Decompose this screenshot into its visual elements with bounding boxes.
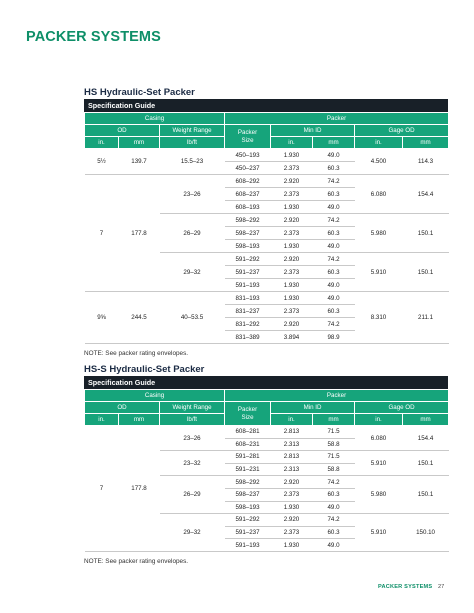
weight-range-header: Weight Range xyxy=(160,125,225,137)
od-in-cell: 9⅝ xyxy=(85,292,119,344)
minid-mm-cell: 60.3 xyxy=(313,188,355,201)
unit-in-header: in. xyxy=(271,137,313,149)
hss-note: NOTE: See packer rating envelopes. xyxy=(84,557,189,565)
minid-in-cell: 2.920 xyxy=(271,514,313,527)
page-title: PACKER SYSTEMS xyxy=(26,29,161,45)
minid-mm-cell: 58.8 xyxy=(313,438,355,451)
minid-mm-cell: 49.0 xyxy=(313,149,355,162)
gage-in-cell: 6.080 xyxy=(355,175,403,214)
packer-size-line1: Packer xyxy=(237,129,258,137)
minid-in-cell: 1.930 xyxy=(271,201,313,214)
size-cell: 591–231 xyxy=(225,463,271,476)
minid-mm-cell: 49.0 xyxy=(313,292,355,305)
table-row xyxy=(85,149,449,162)
gage-od-header: Gage OD xyxy=(355,125,449,137)
gage-mm-cell: 150.1 xyxy=(403,214,449,253)
size-cell: 608–281 xyxy=(225,426,271,439)
hss-section xyxy=(84,364,448,565)
size-cell: 591–237 xyxy=(225,266,271,279)
gage-in-cell: 5.910 xyxy=(355,514,403,552)
packer-size-line1: Packer xyxy=(237,406,258,414)
minid-in-cell: 1.930 xyxy=(271,501,313,514)
hs-section xyxy=(84,87,448,357)
gage-in-cell: 5.980 xyxy=(355,214,403,253)
minid-mm-cell: 49.0 xyxy=(313,501,355,514)
od-header: OD xyxy=(85,125,160,137)
gage-in-cell: 4.500 xyxy=(355,149,403,175)
unit-mm-header: mm xyxy=(403,414,449,426)
weight-cell: 23–32 xyxy=(160,451,225,476)
od-in-cell: 7 xyxy=(85,175,119,292)
size-cell: 598–237 xyxy=(225,488,271,501)
minid-mm-cell: 74.2 xyxy=(313,175,355,188)
unit-in-header: in. xyxy=(85,137,119,149)
gage-od-header: Gage OD xyxy=(355,402,449,414)
hs-section-title: HS Hydraulic-Set Packer xyxy=(84,87,195,98)
packer-size-header xyxy=(225,125,271,149)
minid-in-cell: 1.930 xyxy=(271,240,313,253)
minid-mm-cell: 60.3 xyxy=(313,162,355,175)
minid-in-cell: 2.920 xyxy=(271,476,313,489)
size-cell: 450–193 xyxy=(225,149,271,162)
minid-mm-cell: 71.5 xyxy=(313,451,355,464)
minid-in-cell: 3.894 xyxy=(271,331,313,344)
hs-spec-guide-bar: Specification Guide xyxy=(84,99,448,112)
minid-in-cell: 1.930 xyxy=(271,279,313,292)
weight-cell: 15.5–23 xyxy=(160,149,225,175)
packer-size-line2: Size xyxy=(241,413,254,421)
size-cell: 598–193 xyxy=(225,240,271,253)
minid-mm-cell: 49.0 xyxy=(313,201,355,214)
gage-mm-cell: 211.1 xyxy=(403,292,449,344)
unit-mm-header: mm xyxy=(313,137,355,149)
minid-in-cell: 2.920 xyxy=(271,175,313,188)
size-cell: 831–292 xyxy=(225,318,271,331)
size-cell: 608–231 xyxy=(225,438,271,451)
minid-in-cell: 2.373 xyxy=(271,162,313,175)
minid-in-cell: 2.813 xyxy=(271,451,313,464)
minid-mm-cell: 49.0 xyxy=(313,279,355,292)
od-mm-cell: 244.5 xyxy=(119,292,160,344)
size-cell: 608–193 xyxy=(225,201,271,214)
table-row xyxy=(85,426,449,439)
minid-mm-cell: 71.5 xyxy=(313,426,355,439)
size-cell: 831–237 xyxy=(225,305,271,318)
table-row xyxy=(85,175,449,188)
minid-mm-cell: 60.3 xyxy=(313,488,355,501)
minid-in-cell: 2.920 xyxy=(271,253,313,266)
gage-in-cell: 6.080 xyxy=(355,426,403,451)
size-cell: 591–292 xyxy=(225,514,271,527)
gage-in-cell: 5.910 xyxy=(355,253,403,292)
minid-in-cell: 1.930 xyxy=(271,149,313,162)
minid-in-cell: 2.920 xyxy=(271,214,313,227)
unit-mm-header: mm xyxy=(313,414,355,426)
weight-cell: 40–53.5 xyxy=(160,292,225,344)
minid-in-cell: 2.373 xyxy=(271,188,313,201)
size-cell: 831–193 xyxy=(225,292,271,305)
od-header: OD xyxy=(85,402,160,414)
minid-in-cell: 2.813 xyxy=(271,426,313,439)
weight-cell: 29–32 xyxy=(160,514,225,552)
minid-mm-cell: 60.3 xyxy=(313,305,355,318)
size-cell: 598–193 xyxy=(225,501,271,514)
minid-in-cell: 2.373 xyxy=(271,305,313,318)
size-cell: 598–292 xyxy=(225,214,271,227)
weight-cell: 23–26 xyxy=(160,175,225,214)
gage-mm-cell: 114.3 xyxy=(403,149,449,175)
casing-header: Casing xyxy=(85,390,225,402)
size-cell: 831–389 xyxy=(225,331,271,344)
minid-mm-cell: 60.3 xyxy=(313,526,355,539)
gage-mm-cell: 150.1 xyxy=(403,451,449,476)
minid-in-cell: 1.930 xyxy=(271,539,313,552)
minid-mm-cell: 74.2 xyxy=(313,318,355,331)
weight-cell: 26–29 xyxy=(160,214,225,253)
size-cell: 591–292 xyxy=(225,253,271,266)
size-cell: 608–237 xyxy=(225,188,271,201)
hss-spec-table xyxy=(84,389,449,552)
packer-header: Packer xyxy=(225,390,449,402)
minid-in-cell: 2.373 xyxy=(271,526,313,539)
footer-label: PACKER SYSTEMS xyxy=(378,584,433,590)
minid-in-cell: 2.373 xyxy=(271,488,313,501)
packer-header: Packer xyxy=(225,113,449,125)
gage-mm-cell: 150.10 xyxy=(403,514,449,552)
unit-lbft-header: lb/ft xyxy=(160,137,225,149)
size-cell: 591–193 xyxy=(225,279,271,292)
minid-in-cell: 2.920 xyxy=(271,318,313,331)
minid-mm-cell: 49.0 xyxy=(313,240,355,253)
gage-in-cell: 8.310 xyxy=(355,292,403,344)
unit-in-header: in. xyxy=(85,414,119,426)
od-mm-cell: 177.8 xyxy=(119,426,160,552)
minid-mm-cell: 60.3 xyxy=(313,227,355,240)
weight-cell: 29–32 xyxy=(160,253,225,292)
od-mm-cell: 139.7 xyxy=(119,149,160,175)
table-row xyxy=(85,292,449,305)
gage-mm-cell: 150.1 xyxy=(403,476,449,514)
od-mm-cell: 177.8 xyxy=(119,175,160,292)
page-number: 27 xyxy=(438,584,445,590)
unit-in-header: in. xyxy=(355,137,403,149)
minid-mm-cell: 49.0 xyxy=(313,539,355,552)
minid-mm-cell: 74.2 xyxy=(313,476,355,489)
size-cell: 608–292 xyxy=(225,175,271,188)
minid-mm-cell: 60.3 xyxy=(313,266,355,279)
hs-spec-table xyxy=(84,112,449,344)
minid-mm-cell: 98.9 xyxy=(313,331,355,344)
size-cell: 591–193 xyxy=(225,539,271,552)
minid-in-cell: 2.373 xyxy=(271,266,313,279)
gage-mm-cell: 150.1 xyxy=(403,253,449,292)
hss-section-title: HS-S Hydraulic-Set Packer xyxy=(84,364,205,375)
minid-mm-cell: 74.2 xyxy=(313,514,355,527)
minid-in-cell: 2.313 xyxy=(271,438,313,451)
min-id-header: Min ID xyxy=(271,125,355,137)
unit-mm-header: mm xyxy=(119,137,160,149)
od-in-cell: 5½ xyxy=(85,149,119,175)
packer-size-header xyxy=(225,402,271,426)
minid-mm-cell: 74.2 xyxy=(313,253,355,266)
minid-mm-cell: 74.2 xyxy=(313,214,355,227)
minid-in-cell: 1.930 xyxy=(271,292,313,305)
gage-mm-cell: 154.4 xyxy=(403,175,449,214)
unit-in-header: in. xyxy=(355,414,403,426)
size-cell: 591–281 xyxy=(225,451,271,464)
unit-mm-header: mm xyxy=(119,414,160,426)
minid-mm-cell: 58.8 xyxy=(313,463,355,476)
hss-spec-guide-bar: Specification Guide xyxy=(84,376,448,389)
size-cell: 450–237 xyxy=(225,162,271,175)
casing-header: Casing xyxy=(85,113,225,125)
size-cell: 598–237 xyxy=(225,227,271,240)
size-cell: 598–292 xyxy=(225,476,271,489)
gage-mm-cell: 154.4 xyxy=(403,426,449,451)
weight-cell: 23–26 xyxy=(160,426,225,451)
hs-note: NOTE: See packer rating envelopes. xyxy=(84,350,189,357)
min-id-header: Min ID xyxy=(271,402,355,414)
minid-in-cell: 2.313 xyxy=(271,463,313,476)
gage-in-cell: 5.910 xyxy=(355,451,403,476)
minid-in-cell: 2.373 xyxy=(271,227,313,240)
unit-in-header: in. xyxy=(271,414,313,426)
gage-in-cell: 5.980 xyxy=(355,476,403,514)
unit-mm-header: mm xyxy=(403,137,449,149)
od-in-cell: 7 xyxy=(85,426,119,552)
weight-range-header: Weight Range xyxy=(160,402,225,414)
weight-cell: 26–29 xyxy=(160,476,225,514)
packer-size-line2: Size xyxy=(241,136,254,144)
size-cell: 591–237 xyxy=(225,526,271,539)
unit-lbft-header: lb/ft xyxy=(160,414,225,426)
